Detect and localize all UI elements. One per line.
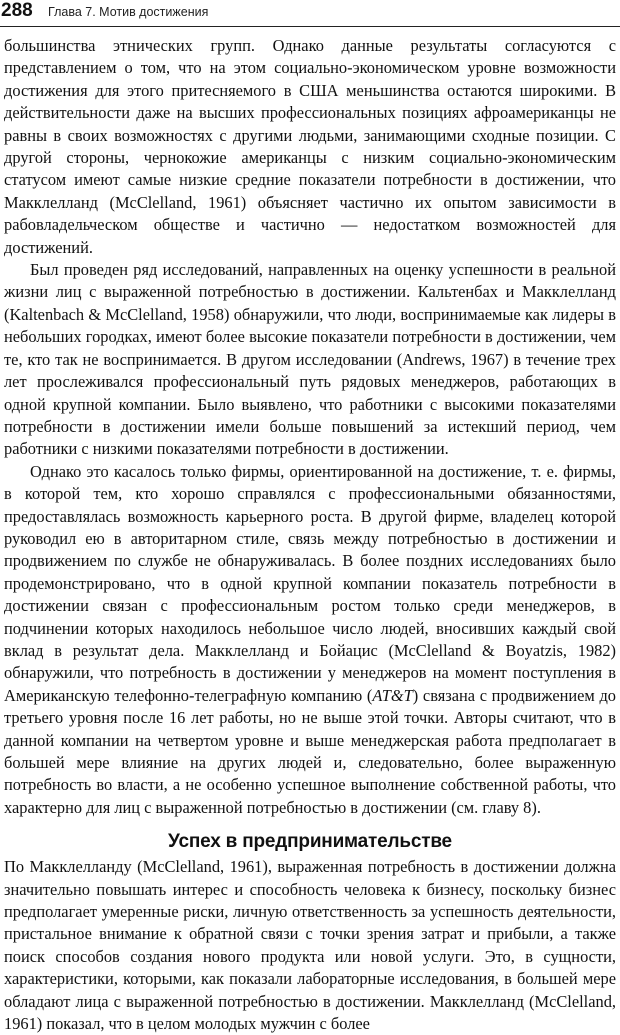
body-text bbox=[4, 35, 616, 1035]
page-number: 288 bbox=[1, 0, 33, 21]
paragraph-3 bbox=[4, 461, 616, 820]
section-heading: Успех в предпринимательстве bbox=[168, 831, 452, 853]
paragraph-2: Был проведен ряд исследований, направленных на оценку успешности в реальной жизни лиц с выраженной потребностью в достижении. Кальтенбах и Макклелланд (Kaltenbach & McClelland, 1958) обнаружили, что люди, воспринимаемые как лидеры в небольших городках, имеют более высокие показатели потребности в достижении, чем те, кто так не воспринимается. В другом исследовании (Andrews, 1967) в течение трех лет прослеживался профессиональный путь рядовых менеджеров, работающих в одной крупной компании. Было выявлено, что работники с высокими показателями потребности в достижении имели больше повышений за истекший период, чем работники с низкими показателями потребности в достижении. bbox=[4, 260, 616, 459]
page-header bbox=[0, 0, 620, 27]
paragraph-1: большинства этнических групп. Однако данные результаты согласуются с представлением о том, что на этом социально-экономическом уровне возможности достижения для этого притесняемого в США меньшинства остаются широкими. В действительности даже на высших профессиональных позициях афроамериканцы не равны в своих возможностях с другими людьми, занимающими сходные позиции. С другой стороны, чернокожие американцы с низким социально-экономическим статусом имеют самые низкие средние показатели потребности в достижении, что Макклелланд (McClelland, 1961) объясняет частично их опытом зависимости в рабовладельческом обществе и частично — недостатком возможностей для достижений. bbox=[4, 36, 616, 257]
paragraph-4: По Макклелланду (McClelland, 1961), выраженная потребность в достижении должна значительно повышать интерес и способность человека к бизнесу, поскольку бизнес предполагает умеренные риски, личную ответственность за успешность деятельности, пристальное внимание к обратной связи с точки зрения затрат и прибыли, а также поиск способов создания нового продукта или новой услуги. Это, в сущности, характеристики, которыми, как показали лабораторные исследования, в большей мере обладают лица с выраженной потребностью в достижении. Макклелланд (McClelland, 1961) показал, что в целом молодых мужчин с более bbox=[4, 857, 616, 1034]
company-abbreviation: AT&T bbox=[372, 685, 413, 705]
paragraph-3-part-2: ) связана с продвижением до третьего уровня после 16 лет работы, но не выше этой точки. Авторы считают, что в данной компании на четвертом уровне и выше менеджерская работа предполагает в большей мере влияние на других людей и, следовательно, более выраженную потребность во власти, а не особенно успешное выполнение собственной работы, что характерно для лиц с выраженной потребностью в достижении (см. главу 8). bbox=[4, 685, 616, 817]
running-head: Глава 7. Мотив достижения bbox=[48, 5, 209, 19]
paragraph-3-part-1: Однако это касалось только фирмы, ориентированной на достижение, т. е. фирмы, в которой тем, кто хорошо справлялся с профессиональными обязанностями, предоставлялась возможность карьерного роста. В другой фирме, владелец которой руководил ею в авторитарном стиле, связь между потребностью в достижении и продвижением по службе не обнаруживалась. В более поздних исследованиях было продемонстрировано, что в одной крупной компании показатель потребности в достижении связан с профессиональным ростом только среди менеджеров, в подчинении которых находилось небольшое число людей, вносивших каждый свой вклад в результат дела. Макклелланд и Бойацис (McClelland & Boyatzis, 1982) обнаружили, что потребность в достижении у менеджеров на момент поступления в Американскую телефонно-телеграфную компанию ( bbox=[4, 461, 616, 705]
